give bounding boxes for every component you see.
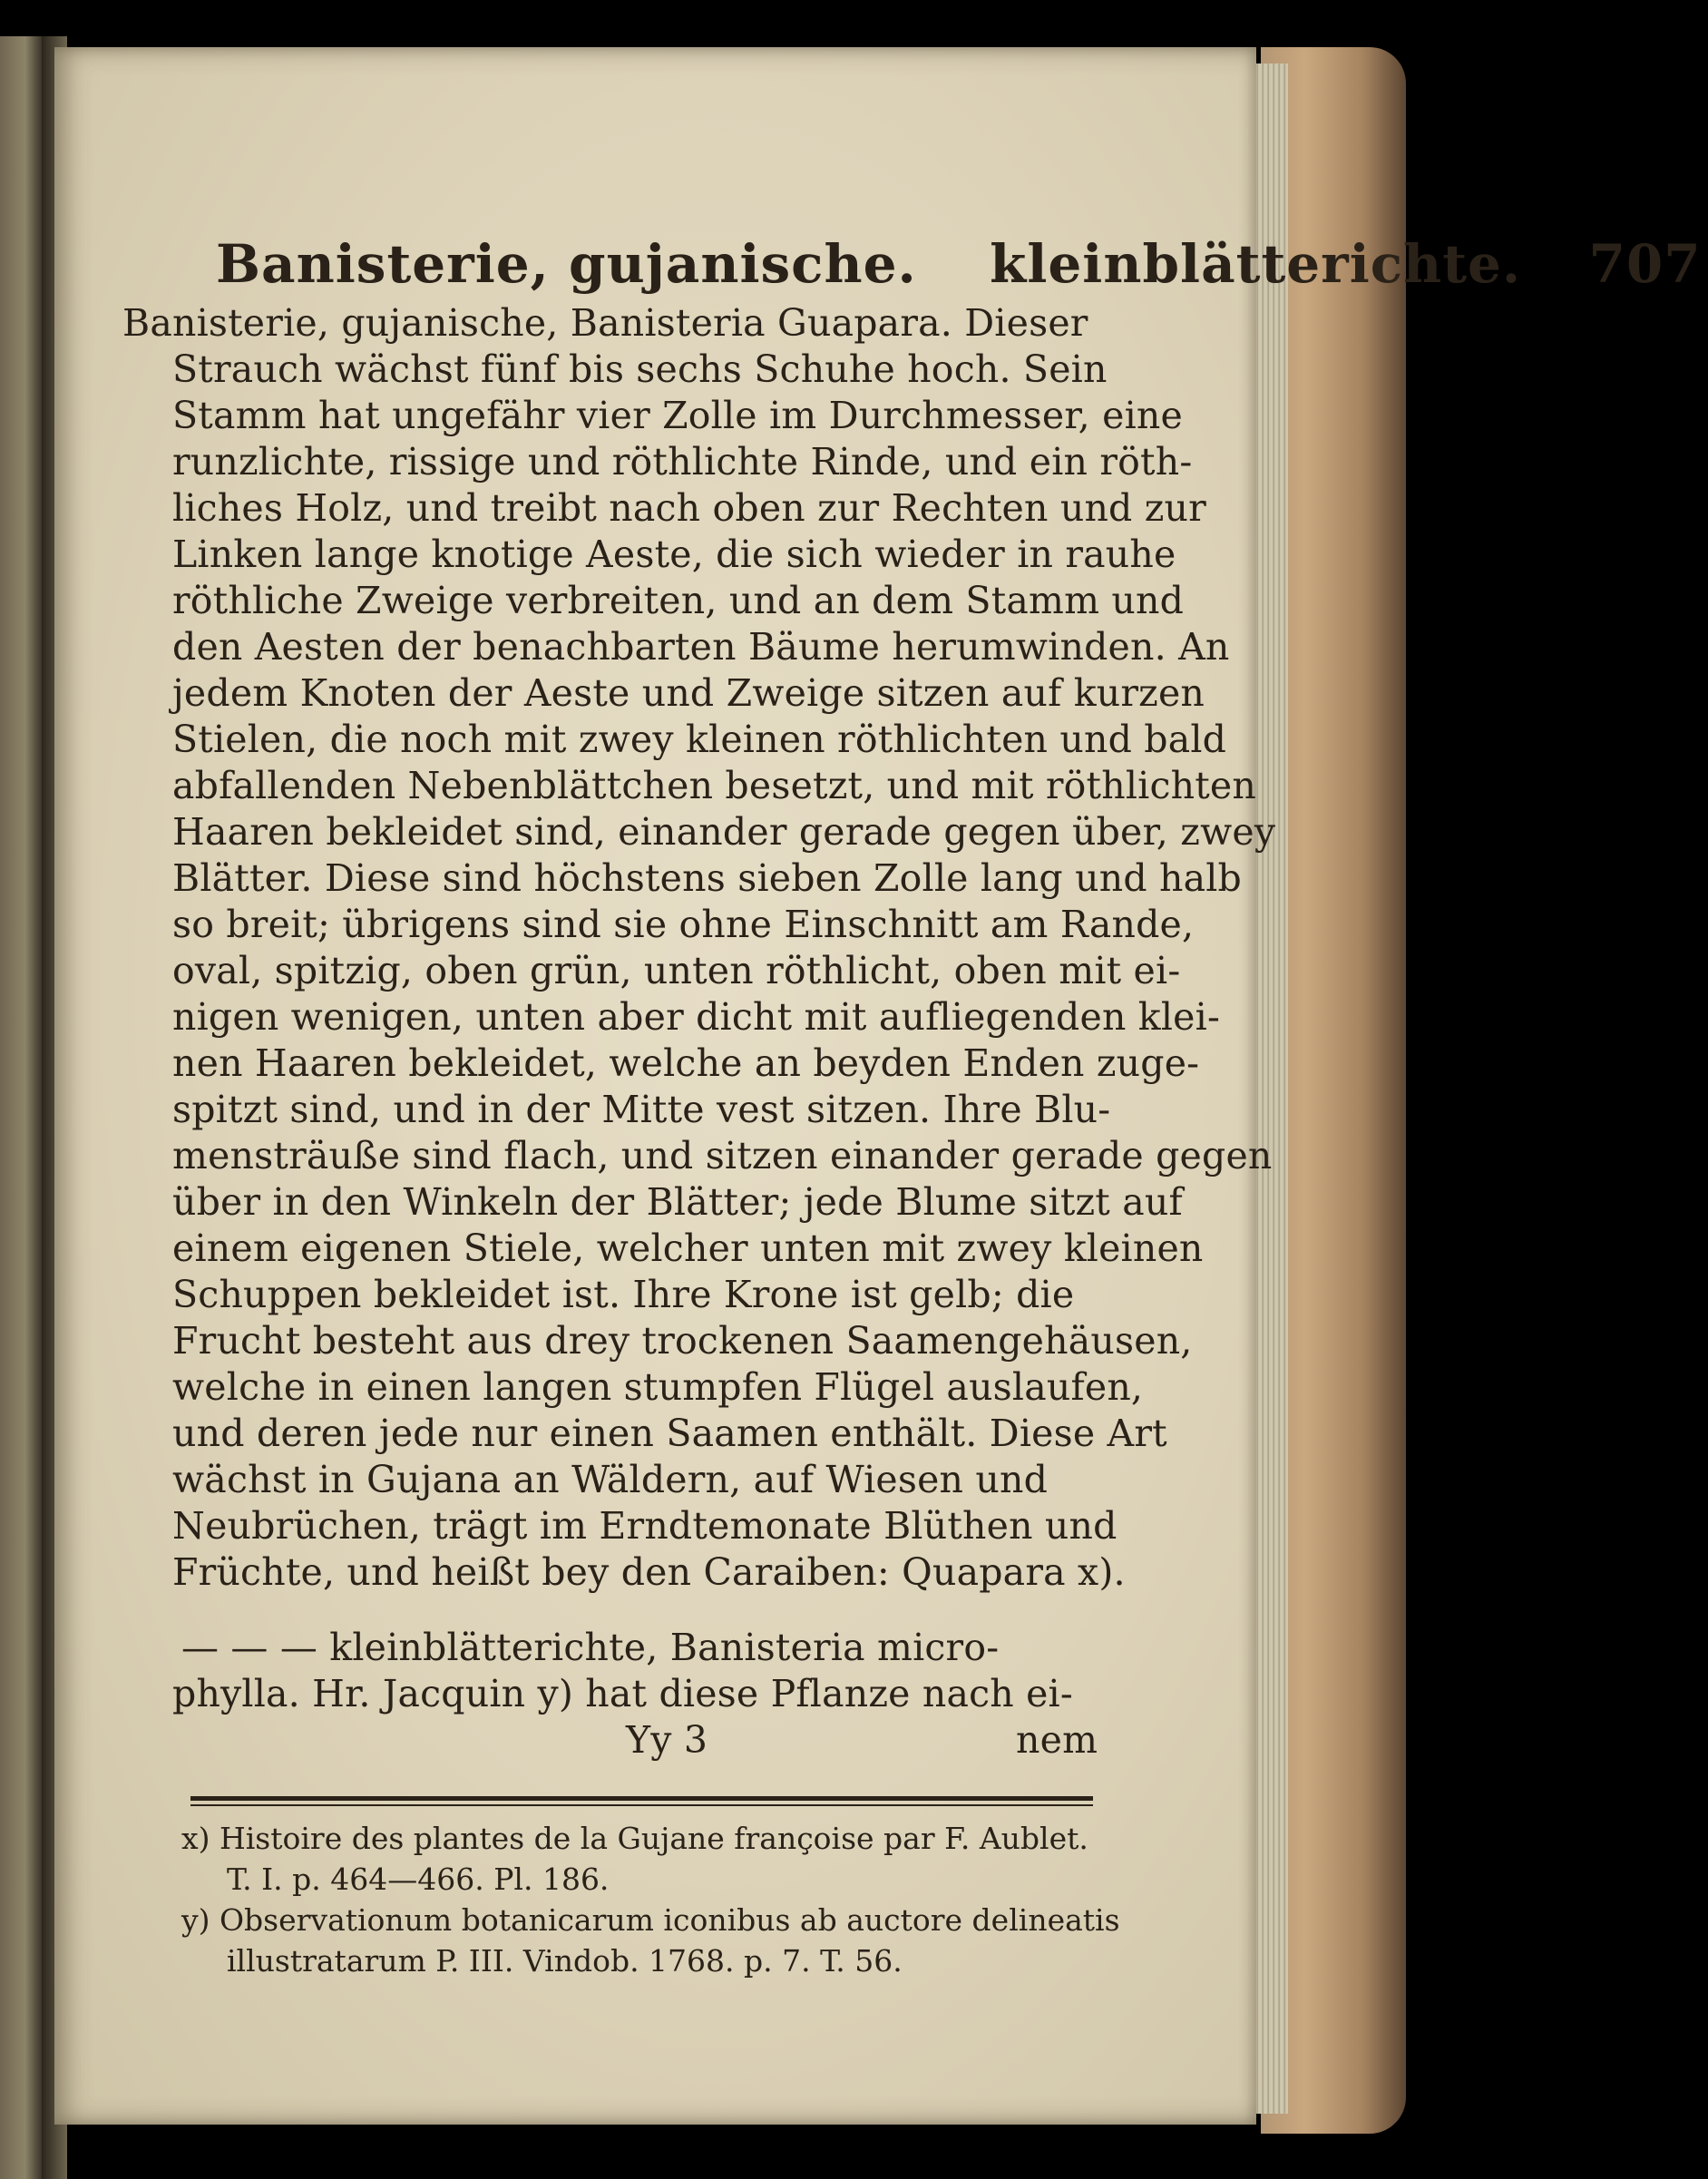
body-line: abfallenden Nebenblättchen besetzt, und mit röthlichten (172, 764, 1256, 807)
body-line: Früchte, und heißt bey den Caraiben: Quapara x). (172, 1550, 1126, 1594)
footnote-rule (190, 1796, 1093, 1801)
body-line: und deren jede nur einen Saamen enthält. Diese Art (172, 1412, 1167, 1455)
body-line: oval, spitzig, oben grün, unten röthlicht, oben mit ei- (172, 949, 1181, 992)
header-right: kleinblätterichte. (990, 233, 1522, 295)
body-line: spitzt sind, und in der Mitte vest sitzen. Ihre Blu- (172, 1088, 1111, 1131)
body-line: nen Haaren bekleidet, welche an beyden Enden zuge- (172, 1041, 1200, 1085)
page-number: 707 (1588, 233, 1702, 295)
entry-line: phylla. Hr. Jacquin y) hat diese Pflanze nach ei- (172, 1672, 1073, 1715)
body-line: welche in einen langen stumpfen Flügel auslaufen, (172, 1365, 1144, 1409)
left-page-edge (0, 36, 42, 2179)
body-line: Blätter. Diese sind höchstens sieben Zolle lang und halb (172, 856, 1242, 900)
body-line: Banisterie, gujanische, Banisteria Guapara. Dieser (122, 301, 1088, 345)
footnote-line: illustratarum P. III. Vindob. 1768. p. 7. T. 56. (227, 1943, 903, 1979)
footnote-line: x) Histoire des plantes de la Gujane françoise par F. Aublet. (181, 1821, 1088, 1856)
header-left: Banisterie, gujanische. (216, 233, 917, 295)
body-line: über in den Winkeln der Blätter; jede Blume sitzt auf (172, 1180, 1183, 1224)
running-header (216, 233, 1702, 295)
footnote-line: y) Observationum botanicarum iconibus ab auctore delineatis (181, 1902, 1120, 1938)
body-line: mensträuße sind flach, und sitzen einander gerade gegen (172, 1134, 1273, 1177)
body-line: Strauch wächst fünf bis sechs Schuhe hoch. Sein (172, 347, 1108, 391)
body-line: röthliche Zweige verbreiten, und an dem Stamm und (172, 579, 1185, 622)
entry-line: — — — kleinblätterichte, Banisteria micro- (181, 1626, 1000, 1669)
body-line: Neubrüchen, trägt im Erndtemonate Blüthen und (172, 1504, 1118, 1548)
footnote-line: T. I. p. 464—466. Pl. 186. (227, 1861, 610, 1897)
body-line: Stielen, die noch mit zwey kleinen röthlichten und bald (172, 718, 1227, 761)
body-line: wächst in Gujana an Wäldern, auf Wiesen und (172, 1458, 1049, 1501)
footnote-rule-thin (190, 1804, 1093, 1806)
book-page (54, 47, 1702, 2125)
body-line: Frucht besteht aus drey trockenen Saamengehäusen, (172, 1319, 1193, 1363)
body-line: Haaren bekleidet sind, einander gerade gegen über, zwey (172, 810, 1276, 854)
catchword: nem (1016, 1718, 1098, 1762)
body-line: einem eigenen Stiele, welcher unten mit zwey kleinen (172, 1226, 1204, 1270)
body-line: so breit; übrigens sind sie ohne Einschnitt am Rande, (172, 903, 1195, 946)
body-line: nigen wenigen, unten aber dicht mit aufliegenden klei- (172, 995, 1220, 1039)
body-line: liches Holz, und treibt nach oben zur Rechten und zur (172, 486, 1206, 530)
body-line: Linken lange knotige Aeste, die sich wieder in rauhe (172, 533, 1176, 576)
body-line: den Aesten der benachbarten Bäume herumwinden. An (172, 625, 1230, 669)
body-line: jedem Knoten der Aeste und Zweige sitzen auf kurzen (172, 671, 1205, 715)
body-line: runzlichte, rissige und röthlichte Rinde, und ein röth- (172, 440, 1193, 484)
body-line: Stamm hat ungefähr vier Zolle im Durchmesser, eine (172, 394, 1183, 437)
signature-mark: Yy 3 (626, 1718, 708, 1762)
body-line: Schuppen bekleidet ist. Ihre Krone ist gelb; die (172, 1273, 1075, 1316)
